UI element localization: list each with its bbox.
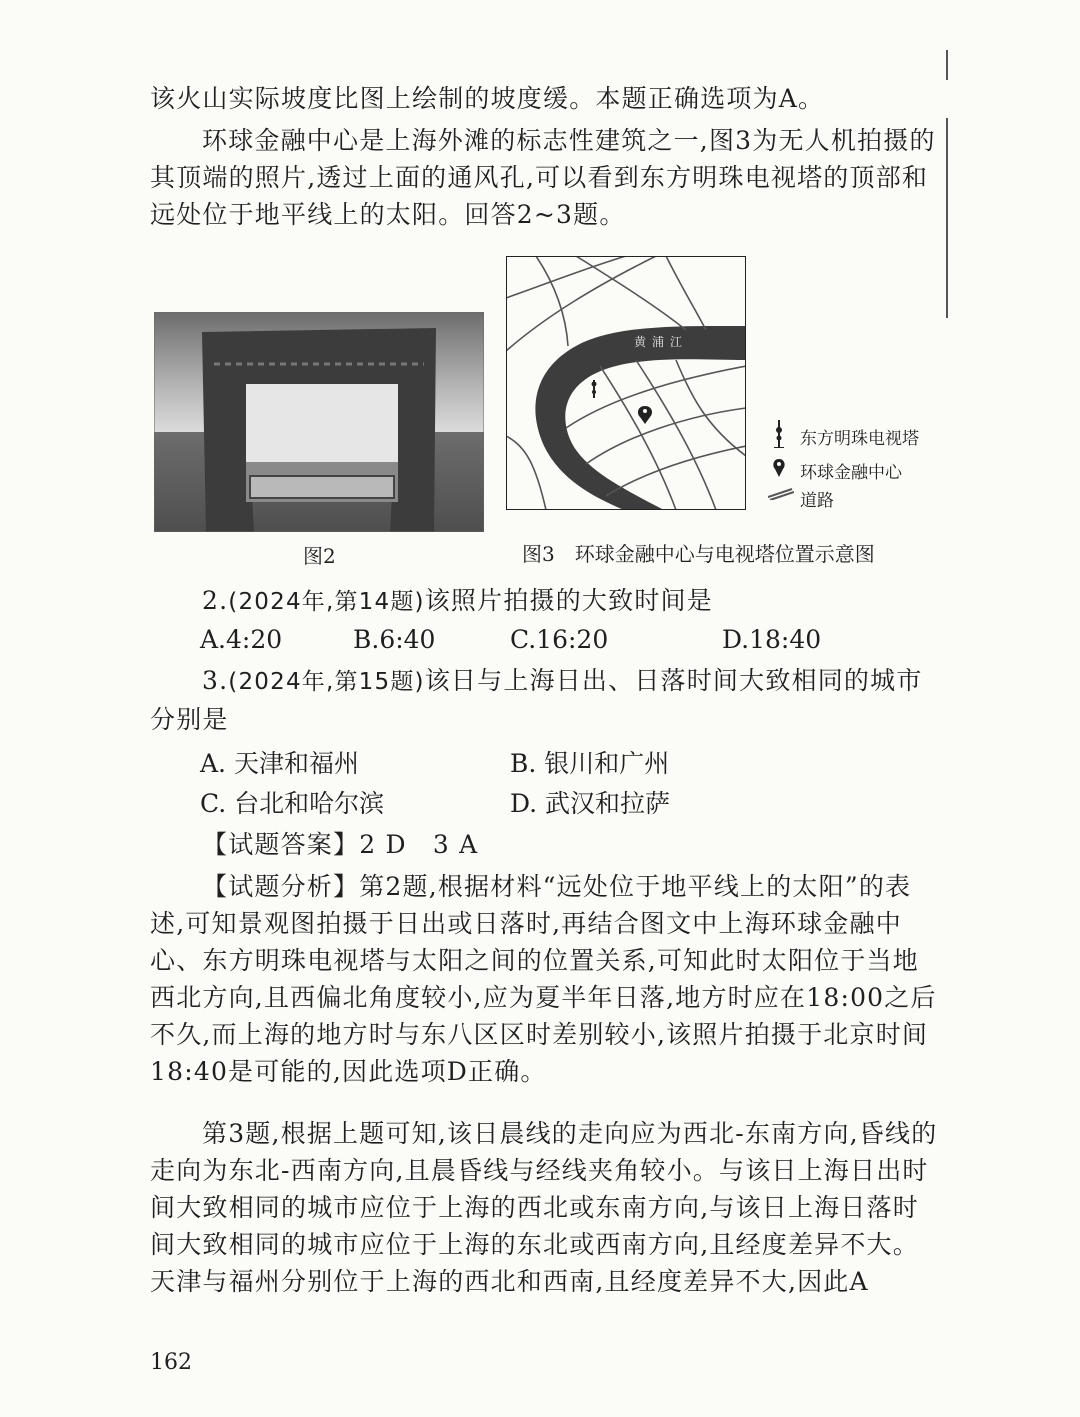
previous-answer-text: 该火山实际坡度比图上绘制的坡度缓。本题正确选项为A。	[150, 84, 825, 113]
question-2-option-a: A.4:20	[200, 625, 283, 654]
page-number: 162	[150, 1350, 192, 1375]
analysis-paragraph-1: 【试题分析】第2题,根据材料“远处位于地平线上的太阳”的表述,可知景观图拍摄于日出或日落时,再结合图文中上海环球金融中心、东方明珠电视塔与太阳之间的位置关系,可知此时太阳位于当地西北方向,且西偏北角度较小,应为夏半年日落,地方时应在18:00之后不久,而上海的地方时与东八区区时差别较小,该照片拍摄于北京时间18:40是可能的,因此选项D正确。	[150, 872, 937, 1086]
question-3-stem: 该日与上海日出、日落时间大致相同的城市分别是	[150, 666, 923, 734]
question-2-option-c: C.16:20	[510, 625, 609, 654]
question-2-option-d: D.18:40	[722, 625, 822, 654]
legend-tower-label: 东方明珠电视塔	[800, 429, 919, 449]
question-3-option-a: A. 天津和福州	[200, 749, 359, 778]
question-3-source: (2024年,第15题)	[228, 669, 425, 695]
river-label: 黄浦江	[634, 335, 689, 349]
question-2	[150, 582, 940, 621]
question-3	[150, 662, 940, 738]
question-2-stem: 该照片拍摄的大致时间是	[424, 586, 713, 615]
figure-3-map	[506, 256, 746, 510]
center-legend-icon	[772, 458, 786, 478]
figure-3-caption: 图3 环球金融中心与电视塔位置示意图	[522, 542, 875, 566]
question-2-option-b: B.6:40	[353, 625, 436, 654]
question-2-source: (2024年,第14题)	[228, 589, 425, 615]
legend-center-label: 环球金融中心	[800, 463, 902, 483]
question-3-option-b: B. 银川和广州	[510, 749, 670, 778]
question-2-number: 2.	[202, 586, 229, 615]
figure-2-caption: 图2	[303, 544, 336, 568]
question-3-option-d: D. 武汉和拉萨	[510, 789, 671, 818]
tower-legend-icon	[772, 420, 786, 448]
analysis-paragraph-2: 第3题,根据上题可知,该日晨线的走向应为西北-东南方向,昏线的走向为东北-西南方向,且晨昏线与经线夹角较小。与该日上海日出时间大致相同的城市应位于上海的西北或东南方向,与该日上海日落时间大致相同的城市应位于上海的东北或西南方向,且经度差异不大。天津与福州分别位于上海的西北和西南,且经度差异不大,因此A	[150, 1119, 938, 1296]
figure-2-photo	[154, 312, 484, 532]
road-legend-icon	[768, 486, 794, 500]
intro-paragraph: 环球金融中心是上海外滩的标志性建筑之一,图3为无人机拍摄的其顶端的照片,透过上面的通风孔,可以看到东方明珠电视塔的顶部和远处位于地平线上的太阳。回答2~3题。	[150, 126, 936, 229]
margin-mark	[946, 50, 948, 80]
legend-road-label: 道路	[800, 491, 834, 511]
question-3-number: 3.	[202, 666, 229, 695]
margin-mark	[946, 118, 948, 318]
answer-line: 【试题答案】2 D 3 A	[202, 830, 479, 859]
question-3-option-c: C. 台北和哈尔滨	[200, 789, 385, 818]
